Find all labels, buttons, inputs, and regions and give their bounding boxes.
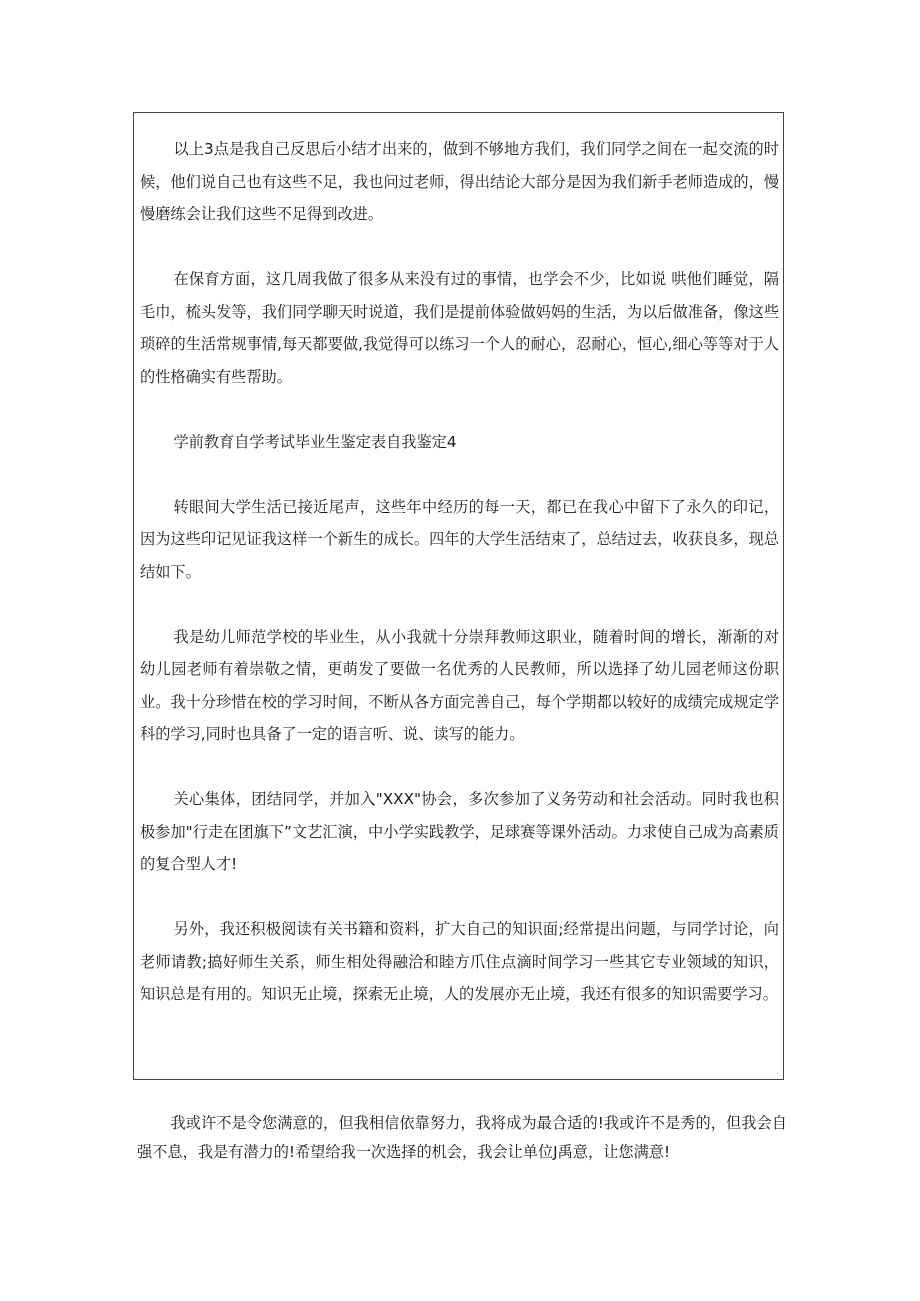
- paragraph-reading-learning: 另外，我还积极阅读有关书籍和资料，扩大自己的知识面;经常提出问题，与同学讨论，向老师请教;搞好师生关系，师生相处得融洽和睦方爪住点滴时间学习一些其它专业领域的知识，知识总是有用的。知识无止境，探索无止境，人的发展亦无止境，我还有很多的知识需要学习。: [140, 920, 779, 1003]
- bordered-text-block: [133, 112, 784, 1080]
- paragraph-kindergarten-teacher: 我是幼儿师范学校的毕业生，从小我就十分崇拜教师这职业，随着时间的增长，渐渐的对幼儿园老师有着崇敬之情，更萌发了要做一名优秀的人民教师，所以选择了幼儿园老师这份职业。我十分珍惜在校的学习时间，不断从各方面完善自己，每个学期都以较好的成绩完成规定学科的学习,同时也具备了一定的语言听、说、读写的能力。: [140, 627, 779, 743]
- paragraph-closing: 我或许不是令您满意的，但我相信依靠努力，我将成为最合适的!我或许不是秀的，但我会自强不息，我是有潜力的!希望给我一次选择的机会，我会让单位J禹意，让您满意!: [137, 1114, 787, 1161]
- paragraph-reflection-summary: 以上3点是我自己反思后小结才出来的，做到不够地方我们，我们同学之间在一起交流的时候，他们说自己也有这些不足，我也问过老师，得出结论大部分是因为我们新手老师造成的，慢慢磨练会让我们这些不足得到改进。: [140, 140, 779, 223]
- paragraph-childcare: 在保育方面，这几周我做了很多从来没有过的事情，也学会不少，比如说 哄他们睡觉，隔毛巾，梳头发等，我们同学聊天时说道，我们是提前体验做妈妈的生活，为以后做准备，像这些琐碎的生活常规事情,每天都要做,我觉得可以练习一个人的耐心，忍耐心，恒心,细心等等对于人的性格确实有些帮助。: [140, 270, 779, 386]
- paragraph-college-life: 转眼间大学生活已接近尾声，这些年中经历的每一天，都已在我心中留下了永久的印记，因为这些印记见证我这样一个新生的成长。四年的大学生活结束了，总结过去，收获良多，现总结如下。: [140, 497, 779, 581]
- paragraph-collective-activities: 关心集体，团结同学，并加入"XXX"协会，多次参加了义务劳动和社会活动。同时我也积极参加"行走在团旗下”文艺汇演，中小学实践教学，足球赛等课外活动。力求使自己成为高素质的复合型人才!: [140, 790, 779, 873]
- section-heading: 学前教育自学考试毕业生鉴定表自我鉴定4: [173, 432, 457, 451]
- closing-text-block: [137, 1109, 787, 1167]
